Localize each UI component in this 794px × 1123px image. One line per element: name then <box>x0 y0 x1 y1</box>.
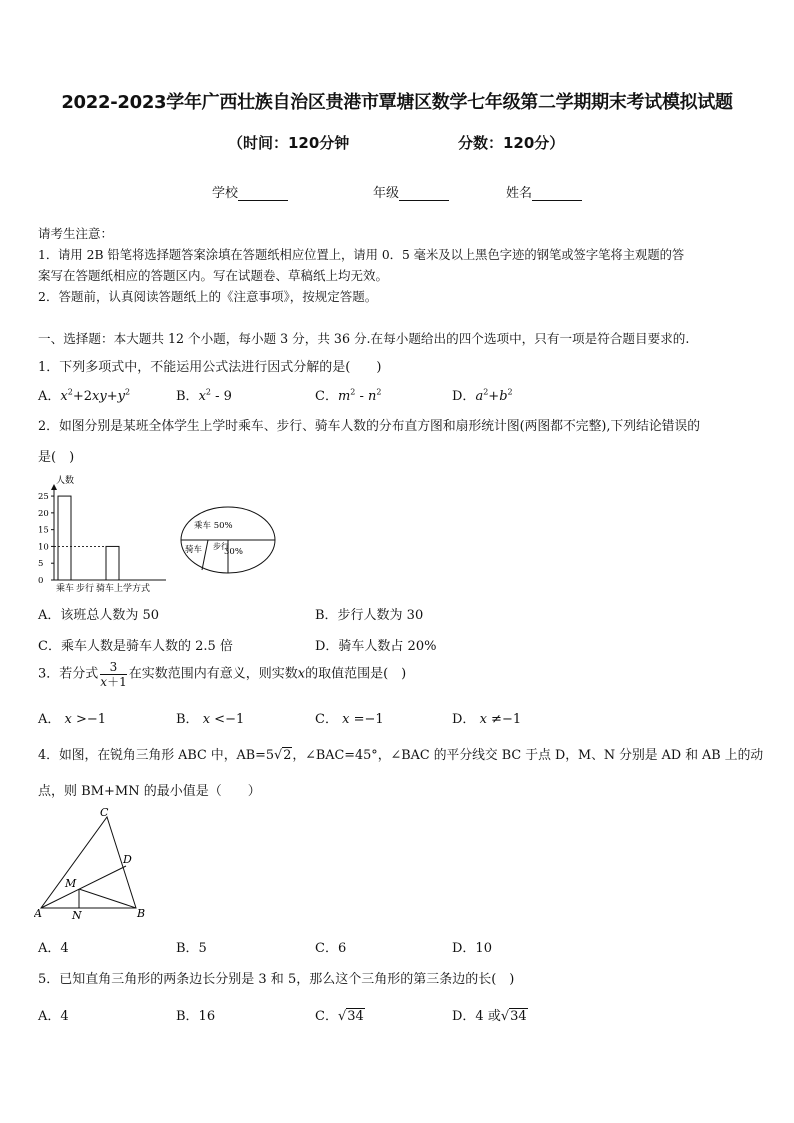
y-tick-label: 5 <box>38 559 44 570</box>
notice-line-1a: 1．请用 2B 铅笔将选择题答案涂填在答题纸相应位置上，请用 0．5 毫米及以上黑色字迹的钢笔或签字笔将主观题的答 <box>38 248 685 262</box>
q3-option-d: D． x ≠−1 <box>452 712 522 727</box>
y-tick-label: 20 <box>38 508 49 519</box>
q1-option-b: B．$x^2 - 9$ <box>176 387 232 404</box>
segment-bm <box>79 889 136 908</box>
q5-option-a: A．4 <box>38 1009 69 1024</box>
pie-label-bus: 乘车 50% <box>194 521 233 531</box>
pie-divider-walk-left <box>202 540 208 570</box>
q1-option-d: D．$a^2+b^2$ <box>452 387 513 404</box>
bar-chart <box>34 472 170 594</box>
exam-title: 2022-2023学年广西壮族自治区贵港市覃塘区数学七年级第二学期期末考试模拟试题 <box>61 92 733 113</box>
label-d: D <box>123 853 132 866</box>
q4-option-b: B．5 <box>176 941 207 956</box>
school-field: 学校 <box>212 182 288 201</box>
triangle-abc <box>41 817 136 908</box>
q5-option-b: B．16 <box>176 1009 216 1024</box>
bar-2 <box>106 546 119 580</box>
notice-heading: 请考生注意： <box>38 226 114 241</box>
question-3-stem: 3．若分式 $\frac{3}{x+1}$ 在实数范围内有意义，则实数x的取值范围是( ) <box>38 660 407 689</box>
pie-chart <box>178 504 278 576</box>
q3-option-a: A． x >−1 <box>38 712 107 727</box>
y-tick-label: 15 <box>38 525 49 536</box>
bar-0 <box>58 496 71 580</box>
q2-option-c: C．乘车人数是骑车人数的 2.5 倍 <box>38 639 233 654</box>
question-2-stem-1: 2．如图分别是某班全体学生上学时乘车、步行、骑车人数的分布直方图和扇形统计图(两图都不完整),下列结论错误的 <box>38 419 701 434</box>
y-tick-label: 10 <box>38 542 49 553</box>
exam-time: （时间：120分钟 <box>228 134 350 152</box>
q3-option-c: C． x =−1 <box>315 712 384 727</box>
y-tick-label: 0 <box>38 576 44 586</box>
q1-option-c: C．$m^2 - n^2$ <box>315 387 382 404</box>
label-a: A <box>34 907 42 920</box>
chart-ylabel: 人数 <box>56 476 75 486</box>
q1-option-a: A．$x^2+2xy+y^2$ <box>38 387 131 404</box>
chart-xlabel: 乘车 步行 骑车上学方式 <box>56 584 151 594</box>
section-heading: 一、选择题：本大题共 12 个小题，每小题 3 分，共 36 分.在每小题给出的四个选项中，只有一项是符合题目要求的. <box>38 331 690 346</box>
q4-option-c: C．6 <box>315 941 347 956</box>
q2-option-d: D．骑车人数占 20% <box>315 639 437 654</box>
question-2-stem-2: 是( ) <box>38 450 75 465</box>
pie-label-bike: 骑车 <box>185 545 203 555</box>
question-4-stem-2: 点，则 BM+MN 的最小值是（ ） <box>38 784 261 799</box>
q5-option-c: C．√34 <box>315 1009 364 1024</box>
triangle-figure <box>34 805 152 921</box>
exam-score: 分数：120分） <box>458 134 565 152</box>
question-1-stem: 1．下列多项式中，不能运用公式法进行因式分解的是( ) <box>38 360 382 375</box>
grade-field: 年级 <box>373 182 449 201</box>
tick-layer <box>38 492 54 586</box>
q2-option-a: A．该班总人数为 50 <box>38 608 160 623</box>
q3-fraction: $\frac{3}{x+1}$ <box>100 660 127 689</box>
bisector-ad <box>41 866 126 908</box>
label-b: B <box>137 907 146 920</box>
q2-option-b: B．步行人数为 30 <box>315 608 424 623</box>
pie-label-walk-pct: 30% <box>224 547 243 557</box>
label-c: C <box>100 806 109 819</box>
q5-option-d: D．4 或√34 <box>452 1009 527 1024</box>
q3-option-b: B． x <−1 <box>176 712 245 727</box>
label-n: N <box>72 909 82 921</box>
y-tick-label: 25 <box>38 492 49 503</box>
pie-label-walk: 步行 <box>213 542 229 551</box>
notice-line-1b: 案写在答题纸相应的答题区内。写在试题卷、草稿纸上均无效。 <box>38 268 389 283</box>
bar-layer <box>58 496 119 580</box>
question-5-stem: 5．已知直角三角形的两条边长分别是 3 和 5，那么这个三角形的第三条边的长( ) <box>38 972 515 987</box>
notice-line-2: 2．答题前，认真阅读答题纸上的《注意事项》，按规定答题。 <box>38 289 378 304</box>
q4-option-a: A．4 <box>38 941 69 956</box>
name-field: 姓名 <box>506 182 582 201</box>
q4-option-d: D．10 <box>452 941 492 956</box>
question-4-stem-1: 4．如图，在锐角三角形 ABC 中，AB=5√2，∠BAC=45°，∠BAC 的平分线交 BC 于点 D，M、N 分别是 AD 和 AB 上的动 <box>38 748 764 763</box>
label-m: M <box>65 877 77 890</box>
